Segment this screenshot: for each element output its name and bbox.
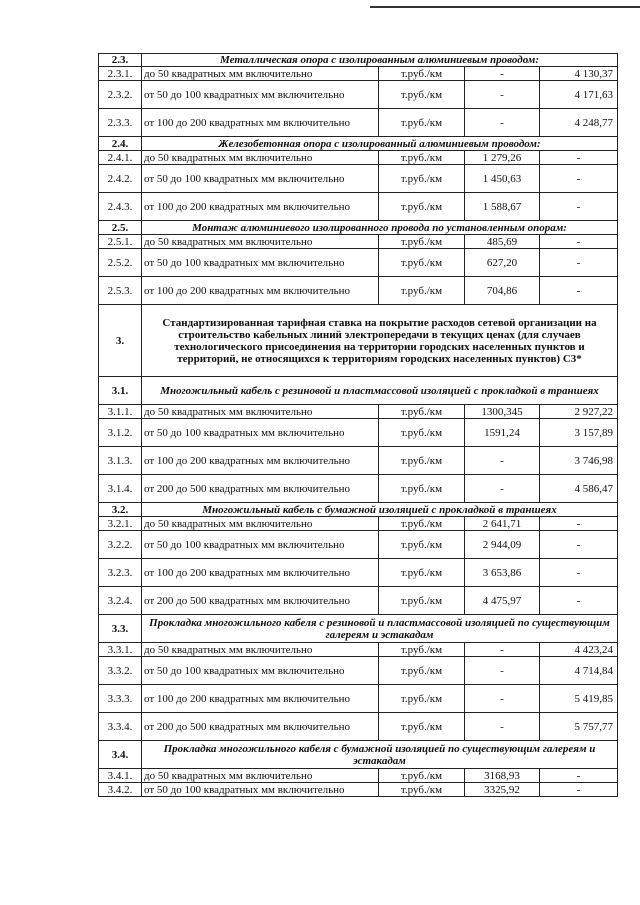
item-number: 3.1.2.	[99, 419, 142, 447]
value-col2: -	[540, 587, 618, 615]
value-col2: -	[540, 151, 618, 165]
value-col1: -	[465, 657, 540, 685]
tariff-table-body	[99, 54, 618, 797]
item-number: 3.4.2.	[99, 783, 142, 797]
section-title: Прокладка многожильного кабеля с бумажной изоляцией по существующим галереям и эстакадам	[142, 741, 618, 769]
item-name: от 50 до 100 квадратных мм включительно	[142, 783, 379, 797]
item-number: 2.4.2.	[99, 165, 142, 193]
top-rule	[370, 6, 640, 8]
item-name: от 100 до 200 квадратных мм включительно	[142, 109, 379, 137]
unit-cell: т.руб./км	[379, 517, 465, 531]
section-header-row	[99, 615, 618, 643]
section-header-row	[99, 377, 618, 405]
unit-cell: т.руб./км	[379, 685, 465, 713]
value-col2: 4 714,84	[540, 657, 618, 685]
table-row	[99, 277, 618, 305]
item-number: 2.5.2.	[99, 249, 142, 277]
item-name: до 50 квадратных мм включительно	[142, 405, 379, 419]
value-col2: -	[540, 517, 618, 531]
item-name: от 50 до 100 квадратных мм включительно	[142, 657, 379, 685]
value-col2: 5 757,77	[540, 713, 618, 741]
unit-cell: т.руб./км	[379, 109, 465, 137]
section-header-row	[99, 221, 618, 235]
item-number: 3.1.3.	[99, 447, 142, 475]
item-number: 3.2.2.	[99, 531, 142, 559]
section-number: 2.5.	[99, 221, 142, 235]
item-number: 2.3.2.	[99, 81, 142, 109]
section-title: Стандартизированная тарифная ставка на покрытие расходов сетевой организации на строительство кабельных линий электропередачи в текущих ценах (для случаев технологического присоединения на территории городских населенных пунктов и территорий, не относящихся к территориям городских населенных пунктов) С3*	[142, 305, 618, 377]
unit-cell: т.руб./км	[379, 405, 465, 419]
table-row	[99, 517, 618, 531]
value-col2: -	[540, 235, 618, 249]
unit-cell: т.руб./км	[379, 657, 465, 685]
section-title: Монтаж алюминиевого изолированного провода по установленным опорам:	[142, 221, 618, 235]
item-number: 3.2.4.	[99, 587, 142, 615]
value-col1: -	[465, 81, 540, 109]
section-title: Железобетонная опора с изолированный алюминиевым проводом:	[142, 137, 618, 151]
item-number: 3.3.4.	[99, 713, 142, 741]
unit-cell: т.руб./км	[379, 419, 465, 447]
table-row	[99, 249, 618, 277]
value-col1: -	[465, 643, 540, 657]
section-number: 3.	[99, 305, 142, 377]
table-row	[99, 165, 618, 193]
item-number: 3.1.1.	[99, 405, 142, 419]
section-number: 2.4.	[99, 137, 142, 151]
table-row	[99, 193, 618, 221]
table-row	[99, 657, 618, 685]
table-row	[99, 419, 618, 447]
table-row	[99, 587, 618, 615]
item-name: от 50 до 100 квадратных мм включительно	[142, 165, 379, 193]
item-number: 2.5.1.	[99, 235, 142, 249]
item-name: от 200 до 500 квадратных мм включительно	[142, 475, 379, 503]
value-col1: 4 475,97	[465, 587, 540, 615]
item-number: 2.3.3.	[99, 109, 142, 137]
item-name: от 50 до 100 квадратных мм включительно	[142, 81, 379, 109]
section-header-row	[99, 54, 618, 67]
value-col1: 1 279,26	[465, 151, 540, 165]
value-col2: 4 423,24	[540, 643, 618, 657]
value-col1: 2 641,71	[465, 517, 540, 531]
item-name: до 50 квадратных мм включительно	[142, 235, 379, 249]
section-title: Металлическая опора с изолированным алюминиевым проводом:	[142, 54, 618, 67]
item-name: от 50 до 100 квадратных мм включительно	[142, 249, 379, 277]
table-row	[99, 643, 618, 657]
value-col1: -	[465, 475, 540, 503]
item-name: до 50 квадратных мм включительно	[142, 67, 379, 81]
item-name: до 50 квадратных мм включительно	[142, 643, 379, 657]
item-name: от 100 до 200 квадратных мм включительно	[142, 447, 379, 475]
value-col2: -	[540, 531, 618, 559]
unit-cell: т.руб./км	[379, 81, 465, 109]
table-row	[99, 235, 618, 249]
section-number: 3.4.	[99, 741, 142, 769]
table-row	[99, 67, 618, 81]
item-name: от 100 до 200 квадратных мм включительно	[142, 559, 379, 587]
item-number: 3.3.2.	[99, 657, 142, 685]
unit-cell: т.руб./км	[379, 713, 465, 741]
value-col2: -	[540, 783, 618, 797]
section-title: Многожильный кабель с бумажной изоляцией с прокладкой в траншеях	[142, 503, 618, 517]
table-row	[99, 81, 618, 109]
unit-cell: т.руб./км	[379, 559, 465, 587]
value-col1: 485,69	[465, 235, 540, 249]
table-row	[99, 783, 618, 797]
value-col2: -	[540, 193, 618, 221]
table-row	[99, 151, 618, 165]
unit-cell: т.руб./км	[379, 193, 465, 221]
value-col1: 704,86	[465, 277, 540, 305]
table-row	[99, 405, 618, 419]
item-number: 3.2.1.	[99, 517, 142, 531]
item-number: 3.2.3.	[99, 559, 142, 587]
item-name: от 100 до 200 квадратных мм включительно	[142, 685, 379, 713]
item-number: 2.4.3.	[99, 193, 142, 221]
unit-cell: т.руб./км	[379, 235, 465, 249]
tariff-table-page	[98, 53, 617, 797]
value-col2: 2 927,22	[540, 405, 618, 419]
item-name: от 100 до 200 квадратных мм включительно	[142, 193, 379, 221]
value-col2: -	[540, 249, 618, 277]
value-col1: -	[465, 713, 540, 741]
unit-cell: т.руб./км	[379, 643, 465, 657]
value-col1: 2 944,09	[465, 531, 540, 559]
table-row	[99, 769, 618, 783]
item-number: 2.5.3.	[99, 277, 142, 305]
item-number: 3.3.3.	[99, 685, 142, 713]
value-col2: 4 248,77	[540, 109, 618, 137]
section-header-row	[99, 741, 618, 769]
unit-cell: т.руб./км	[379, 277, 465, 305]
item-number: 3.1.4.	[99, 475, 142, 503]
section-title: Прокладка многожильного кабеля с резиновой и пластмассовой изоляцией по существующим галереям и эстакадам	[142, 615, 618, 643]
unit-cell: т.руб./км	[379, 165, 465, 193]
section-title: Многожильный кабель с резиновой и пластмассовой изоляцией с прокладкой в траншеях	[142, 377, 618, 405]
value-col1: -	[465, 109, 540, 137]
item-name: от 200 до 500 квадратных мм включительно	[142, 587, 379, 615]
item-name: до 50 квадратных мм включительно	[142, 517, 379, 531]
item-name: до 50 квадратных мм включительно	[142, 769, 379, 783]
table-row	[99, 713, 618, 741]
value-col2: 4 130,37	[540, 67, 618, 81]
section-number: 3.2.	[99, 503, 142, 517]
value-col1: 1300,345	[465, 405, 540, 419]
tariff-table	[98, 53, 618, 797]
unit-cell: т.руб./км	[379, 769, 465, 783]
value-col2: -	[540, 559, 618, 587]
value-col1: 3325,92	[465, 783, 540, 797]
value-col2: -	[540, 769, 618, 783]
item-number: 2.3.1.	[99, 67, 142, 81]
value-col2: 5 419,85	[540, 685, 618, 713]
table-row	[99, 447, 618, 475]
table-row	[99, 531, 618, 559]
section-number: 3.3.	[99, 615, 142, 643]
value-col2: -	[540, 277, 618, 305]
table-row	[99, 475, 618, 503]
section-header-row	[99, 503, 618, 517]
item-name: от 200 до 500 квадратных мм включительно	[142, 713, 379, 741]
section-header-row	[99, 305, 618, 377]
section-header-row	[99, 137, 618, 151]
value-col1: 1 588,67	[465, 193, 540, 221]
value-col1: 1591,24	[465, 419, 540, 447]
item-number: 2.4.1.	[99, 151, 142, 165]
value-col1: 1 450,63	[465, 165, 540, 193]
unit-cell: т.руб./км	[379, 151, 465, 165]
item-number: 3.4.1.	[99, 769, 142, 783]
item-name: от 50 до 100 квадратных мм включительно	[142, 419, 379, 447]
item-name: от 50 до 100 квадратных мм включительно	[142, 531, 379, 559]
value-col1: -	[465, 685, 540, 713]
value-col1: -	[465, 447, 540, 475]
table-row	[99, 559, 618, 587]
table-row	[99, 685, 618, 713]
section-number: 2.3.	[99, 54, 142, 67]
value-col1: 3168,93	[465, 769, 540, 783]
unit-cell: т.руб./км	[379, 531, 465, 559]
unit-cell: т.руб./км	[379, 587, 465, 615]
item-name: от 100 до 200 квадратных мм включительно	[142, 277, 379, 305]
value-col2: 4 171,63	[540, 81, 618, 109]
unit-cell: т.руб./км	[379, 783, 465, 797]
value-col2: -	[540, 165, 618, 193]
value-col2: 4 586,47	[540, 475, 618, 503]
unit-cell: т.руб./км	[379, 249, 465, 277]
value-col1: -	[465, 67, 540, 81]
value-col2: 3 157,89	[540, 419, 618, 447]
unit-cell: т.руб./км	[379, 447, 465, 475]
unit-cell: т.руб./км	[379, 67, 465, 81]
item-number: 3.3.1.	[99, 643, 142, 657]
table-row	[99, 109, 618, 137]
value-col1: 3 653,86	[465, 559, 540, 587]
item-name: до 50 квадратных мм включительно	[142, 151, 379, 165]
value-col1: 627,20	[465, 249, 540, 277]
section-number: 3.1.	[99, 377, 142, 405]
value-col2: 3 746,98	[540, 447, 618, 475]
unit-cell: т.руб./км	[379, 475, 465, 503]
